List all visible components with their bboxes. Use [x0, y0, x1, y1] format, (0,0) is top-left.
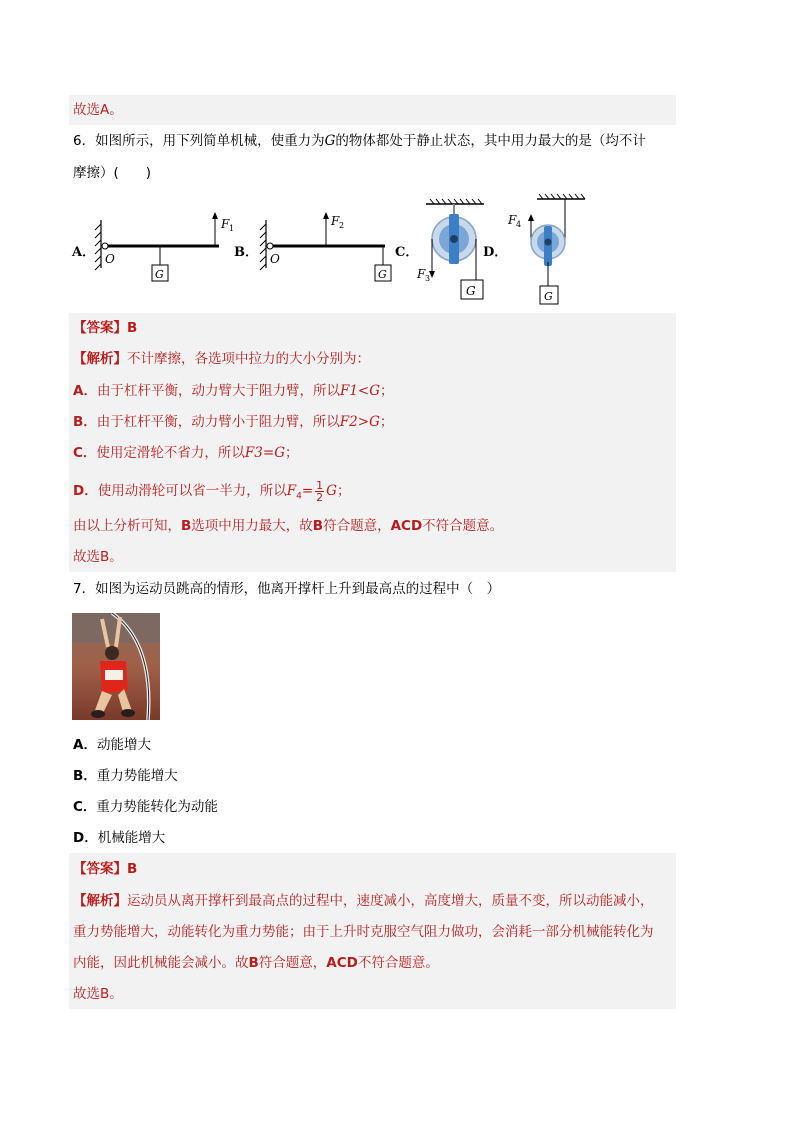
fig-b-load-label: G [378, 268, 387, 281]
q6-analysis-c: C．使用定滑轮不省力，所以F3=G； [73, 445, 299, 461]
fig-d-option-label: D． [483, 245, 508, 260]
q6-analysis-a: A．由于杠杆平衡，动力臂大于阻力臂，所以F1<G； [73, 383, 394, 399]
fig-b-force-label: F [331, 214, 340, 228]
q7-conclusion: 故选B。 [73, 986, 123, 1002]
fig-d-load-label: G [544, 290, 553, 303]
fig-d-force-label: F [508, 213, 517, 227]
fig-c-force-label: F [417, 267, 426, 281]
q7-analysis-3: 内能，因此机械能会减小。故B符合题意，ACD不符合题意。 [73, 955, 439, 971]
fig-b-option-label: B． [234, 245, 258, 260]
prev-answer-shade [69, 95, 676, 125]
fig-b-pivot-label: O [270, 252, 280, 266]
q7-answer-line: 【答案】B [73, 861, 138, 877]
prev-conclusion: 故选A。 [73, 102, 123, 118]
fig-a-pivot-label: O [105, 252, 115, 266]
fig-c-load-label: G [466, 284, 476, 298]
q7-option-a: A．动能增大 [73, 737, 151, 753]
q6-analysis-d: D．使用动滑轮可以省一半力，所以$F_4=$ $\frac{1}{2}$ G； [73, 478, 351, 504]
fig-b-lever [260, 212, 391, 281]
fig-a-force-label: F [221, 217, 230, 231]
pole-vault-photo [72, 613, 160, 720]
fig-c-option-label: C． [395, 245, 419, 260]
q7-option-d: D．机械能增大 [73, 830, 166, 846]
q6-conclusion: 故选B。 [73, 549, 123, 565]
fig-d-movable-pulley [528, 194, 585, 304]
q6-stem-line2: 摩擦）( ) [73, 165, 152, 181]
q7-analysis-2: 重力势能增大，动能转化为重力势能；由于上升时克服空气阻力做功，会消耗一部分机械能转化为 [73, 924, 654, 940]
q6-summary: 由以上分析可知，B选项中用力最大，故B符合题意，ACD不符合题意。 [73, 518, 504, 534]
q7-option-c: C．重力势能转化为动能 [73, 799, 218, 815]
q7-analysis-1: 【解析】运动员从离开撑杆到最高点的过程中，速度减小，高度增大，质量不变，所以动能减小， [73, 893, 654, 909]
fig-a-force-sub: 1 [229, 224, 235, 233]
fig-c-force-sub: 3 [425, 274, 431, 283]
q6-figures [68, 192, 608, 310]
q6-stem-line1: 6．如图所示，用下列简单机械，使重力为G的物体都处于静止状态，其中用力最大的是（均不计 [73, 133, 646, 149]
fig-d-force-sub: 4 [516, 220, 522, 229]
q6-answer-line: 【答案】B [73, 320, 138, 336]
q7-stem: 7．如图为运动员跳高的情形，他离开撑杆上升到最高点的过程中（ ） [73, 581, 501, 597]
fig-a-load-label: G [155, 268, 164, 281]
q6-analysis-intro: 【解析】不计摩擦，各选项中拉力的大小分别为： [73, 351, 370, 367]
q7-option-b: B．重力势能增大 [73, 768, 178, 784]
fig-b-force-sub: 2 [339, 221, 345, 230]
q6-analysis-b: B．由于杠杆平衡，动力臂小于阻力臂，所以F2>G； [73, 414, 394, 430]
half-fraction: $\frac{1}{2}$ [316, 478, 324, 504]
fig-a-option-label: A． [72, 245, 96, 260]
